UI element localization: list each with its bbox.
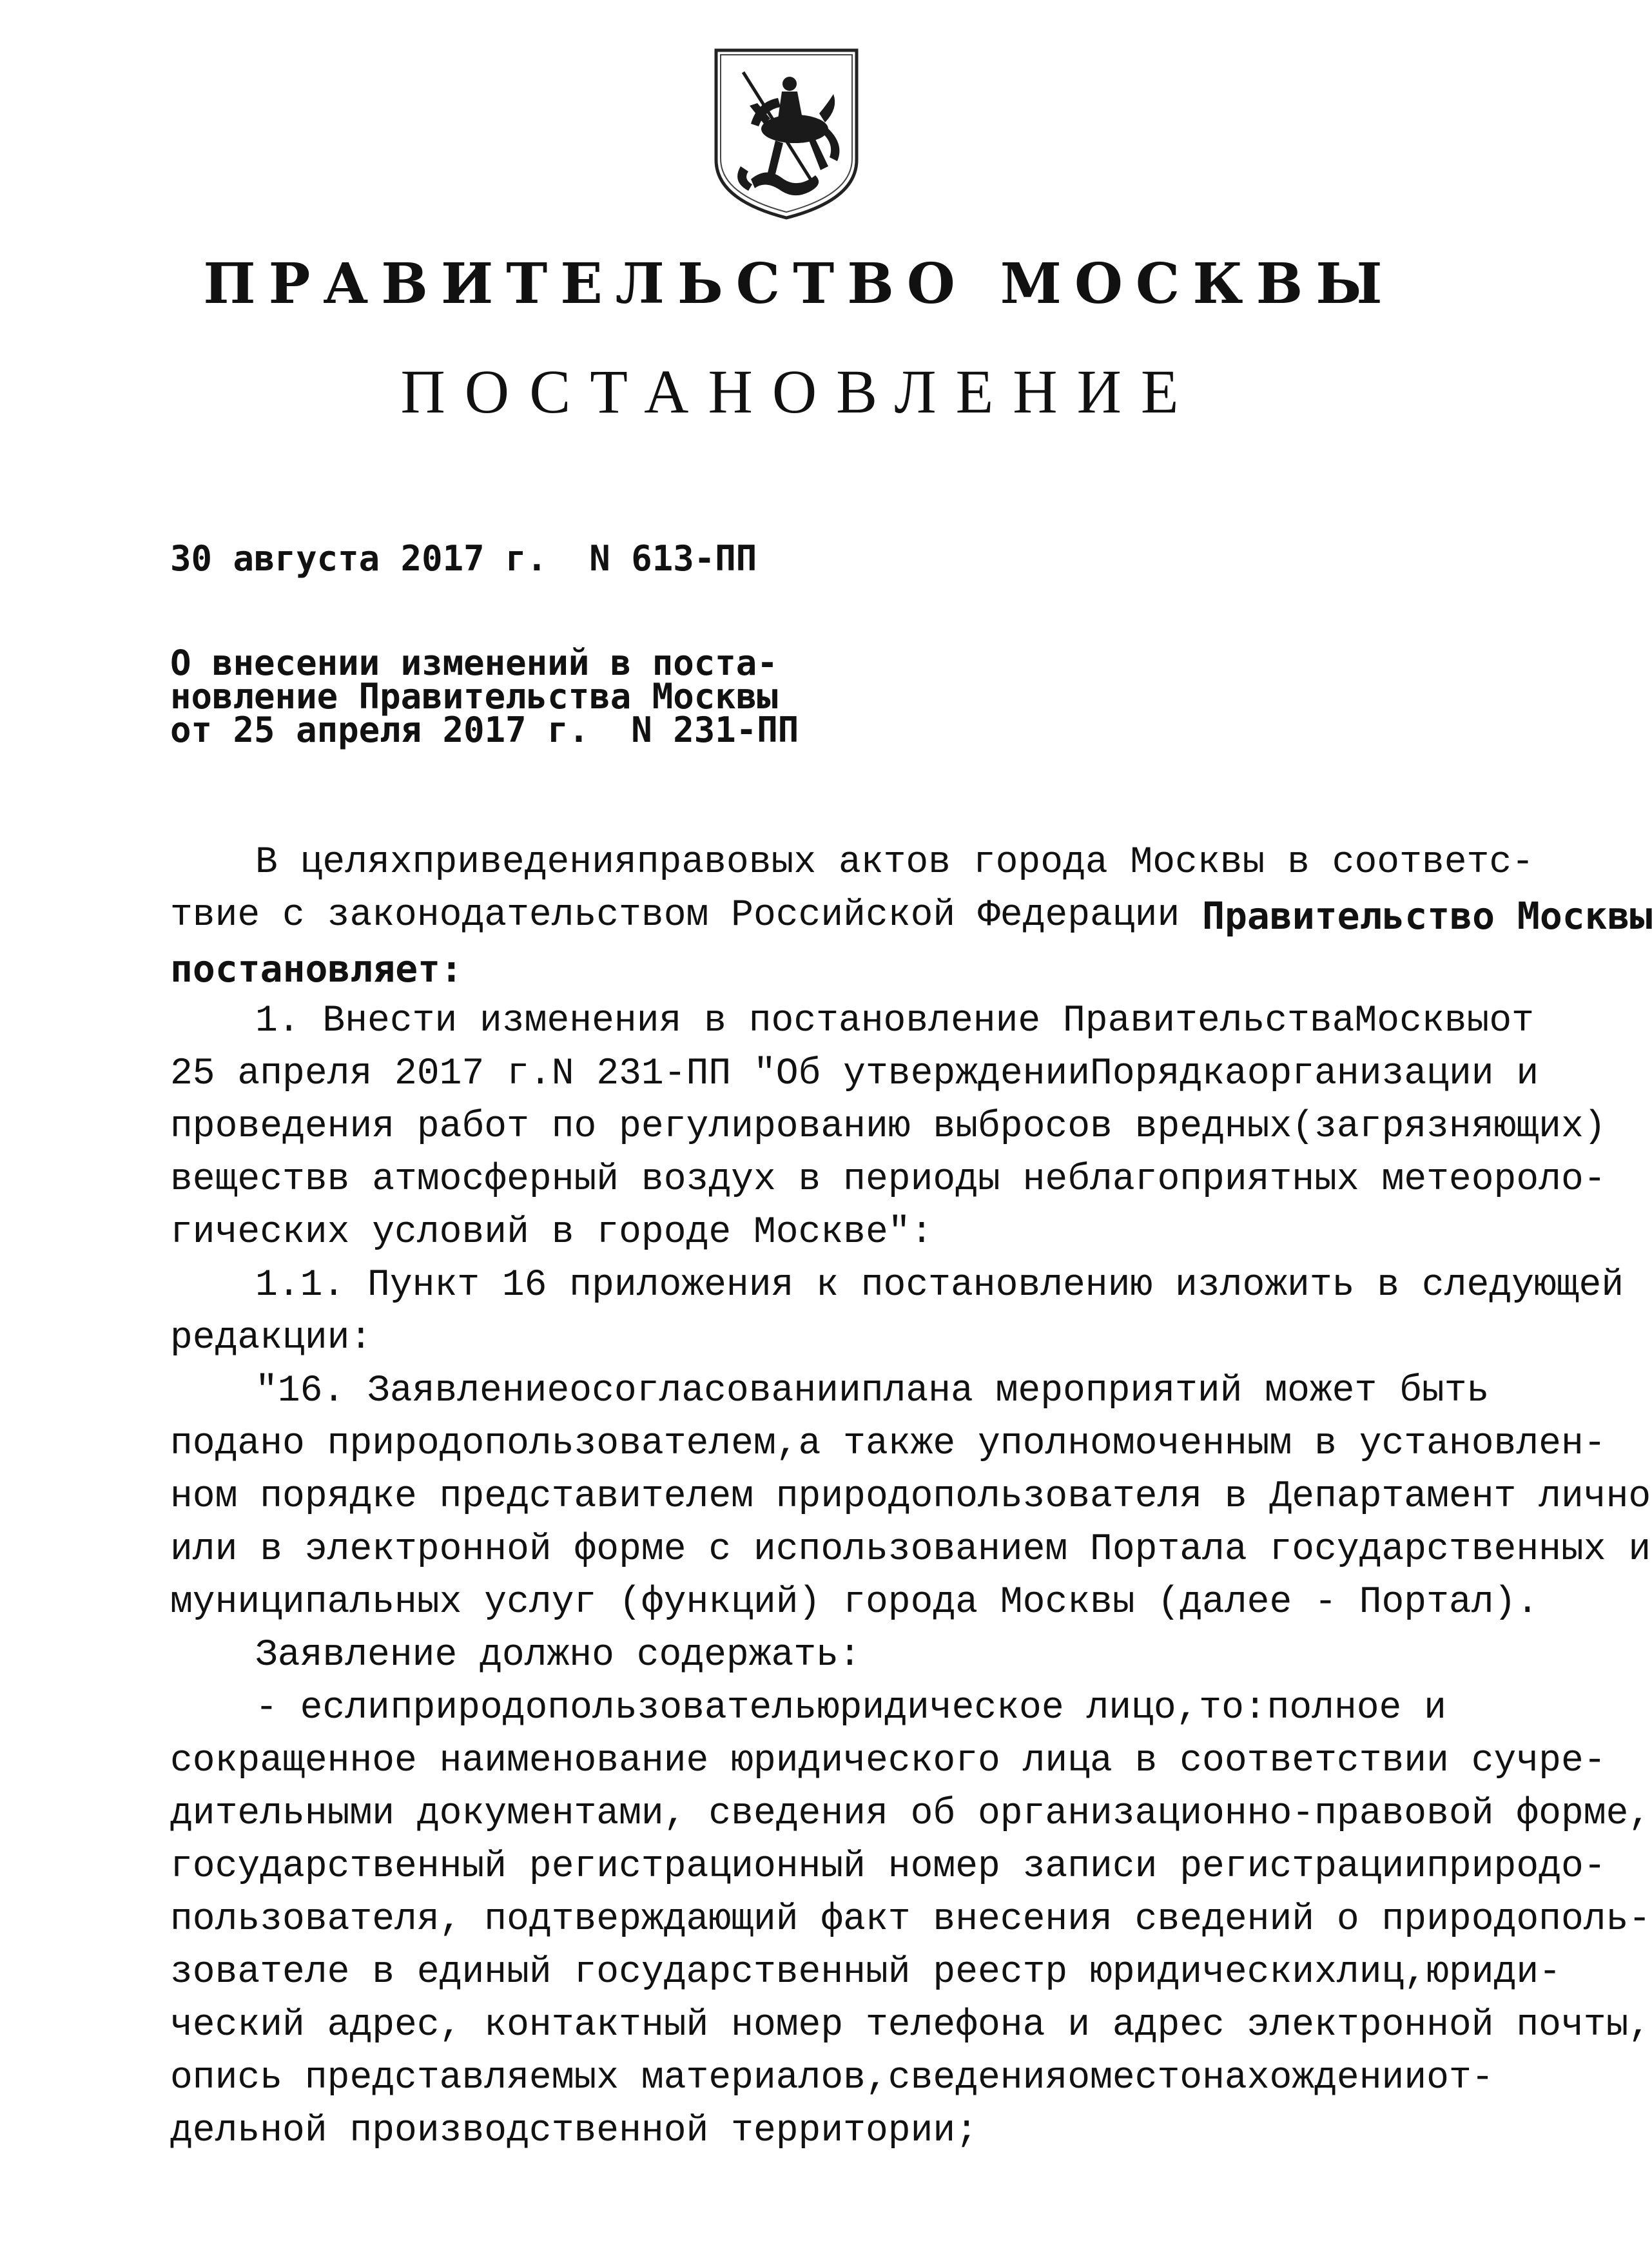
body-line: сокращенное наименование юридического лица в соответствии с учре- [170,1740,1606,1782]
body-line: ческий адрес, контактный номер телефона и адрес электронной почты, [170,2004,1651,2046]
body-line: проведения работ по регулированию выбросов вредных (загрязняющих) [170,1106,1606,1148]
list-item: - если природопользователь юридическое лицо, то: полное и [255,1687,1446,1729]
body-line: опись представляемых материалов, сведения о местонахождении от- [170,2057,1494,2099]
resolves-word: постановляет: [170,947,463,991]
clause-1-1: 1.1. Пункт 16 приложения к постановлению изложить в следующей [255,1265,1624,1306]
subject-line: от 25 апреля 2017 г. N 231-ПП [170,710,799,750]
body-line: дельной производственной территории; [170,2110,978,2152]
body-line: редакции: [170,1317,373,1359]
government-resolves: Правительство Москвы [1202,894,1652,938]
body-line: веществ в атмосферный воздух в периоды неблагоприятных метеороло- [170,1159,1606,1201]
government-title: ПРАВИТЕЛЬСТВО МОСКВЫ [203,251,1395,316]
moscow-coat-of-arms-emblem [712,46,860,222]
body-line: пользователя, подтверждающий факт внесения сведений о природополь- [170,1899,1651,1941]
body-line: или в электронной форме с использованием Портала государственных и [170,1529,1651,1571]
body-line: Заявление должно содержать: [255,1635,861,1676]
body-line: муниципальных услуг (функций) города Москвы (далее - Портал). [170,1582,1539,1624]
body-line [170,942,1446,995]
decree-body [170,837,1652,2158]
body-line: В целях приведения правовых актов города Москвы в соответс- [255,842,1534,884]
clause-1: 1. Внести изменения в постановление Правительства Москвы от [255,1000,1534,1042]
body-line: подано природопользователем, а также уполномоченным в установлен- [170,1423,1606,1465]
document-type-title: ПОСТАНОВЛЕНИЕ [400,357,1198,426]
body-line: ном порядке представителем природопользователя в Департамент лично [170,1476,1651,1518]
subject-line: О внесении изменений в поста- [170,643,778,683]
body-line: 25 апреля 2017 г. N 231-ПП "Об утверждении Порядка организации и [170,1053,1539,1095]
decree-subject [170,643,799,750]
body-line: твие с законодательством Российской Федерации Правительство Москвы [170,889,1446,942]
subject-line: новление Правительства Москвы [170,676,778,717]
decree-date-number: 30 августа 2017 г. N 613-ПП [170,538,757,579]
body-line: государственный регистрационный номер записи регистрации природо- [170,1846,1606,1888]
item-16: "16. Заявление о согласовании плана мероприятий может быть [255,1370,1490,1412]
body-line: гических условий в городе Москве": [170,1212,933,1254]
body-line: дительными документами, сведения об организационно-правовой форме, [170,1793,1651,1835]
body-line: зователе в единый государственный реестр юридических лиц, юриди- [170,1952,1561,1994]
